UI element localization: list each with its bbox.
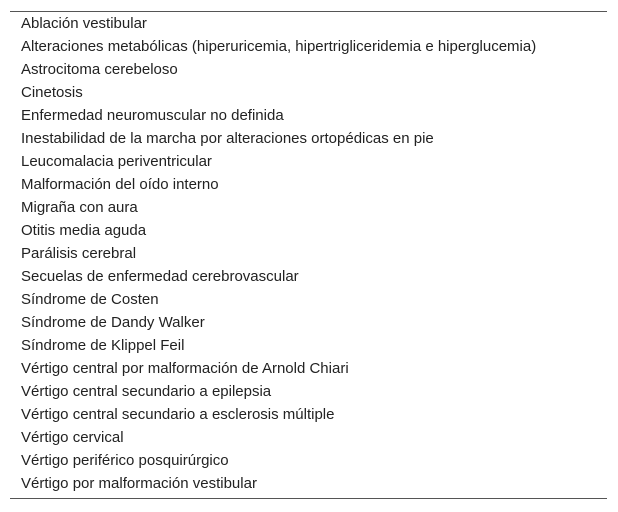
table-row: Vértigo por malformación vestibular: [21, 475, 257, 492]
table-row: Alteraciones metabólicas (hiperuricemia, hipertrigliceridemia e hiperglucemia): [21, 38, 537, 55]
table-row: Vértigo periférico posquirúrgico: [21, 452, 229, 469]
table-row: Vértigo cervical: [21, 429, 124, 446]
diagnosis-table: [10, 11, 607, 499]
diagnosis-list: [10, 12, 607, 495]
table-row: Síndrome de Costen: [21, 291, 159, 308]
table-row: Parálisis cerebral: [21, 245, 137, 262]
table-row: Vértigo central por malformación de Arnold Chiari: [21, 360, 349, 377]
table-row: Cinetosis: [21, 84, 83, 101]
table-row: Enfermedad neuromuscular no definida: [21, 107, 284, 124]
table-row: Migraña con aura: [21, 199, 138, 216]
table-row: Astrocitoma cerebeloso: [21, 61, 178, 78]
table-row: Vértigo central secundario a esclerosis múltiple: [21, 406, 335, 423]
table-row: Inestabilidad de la marcha por alteraciones ortopédicas en pie: [21, 130, 434, 147]
table-row: Ablación vestibular: [21, 15, 147, 32]
table-row: Malformación del oído interno: [21, 176, 219, 193]
table-row: Otitis media aguda: [21, 222, 147, 239]
table-row: Síndrome de Dandy Walker: [21, 314, 205, 331]
table-row: Síndrome de Klippel Feil: [21, 337, 185, 354]
table-row: Leucomalacia periventricular: [21, 153, 212, 170]
table-row: Secuelas de enfermedad cerebrovascular: [21, 268, 299, 285]
table-row: Vértigo central secundario a epilepsia: [21, 383, 272, 400]
